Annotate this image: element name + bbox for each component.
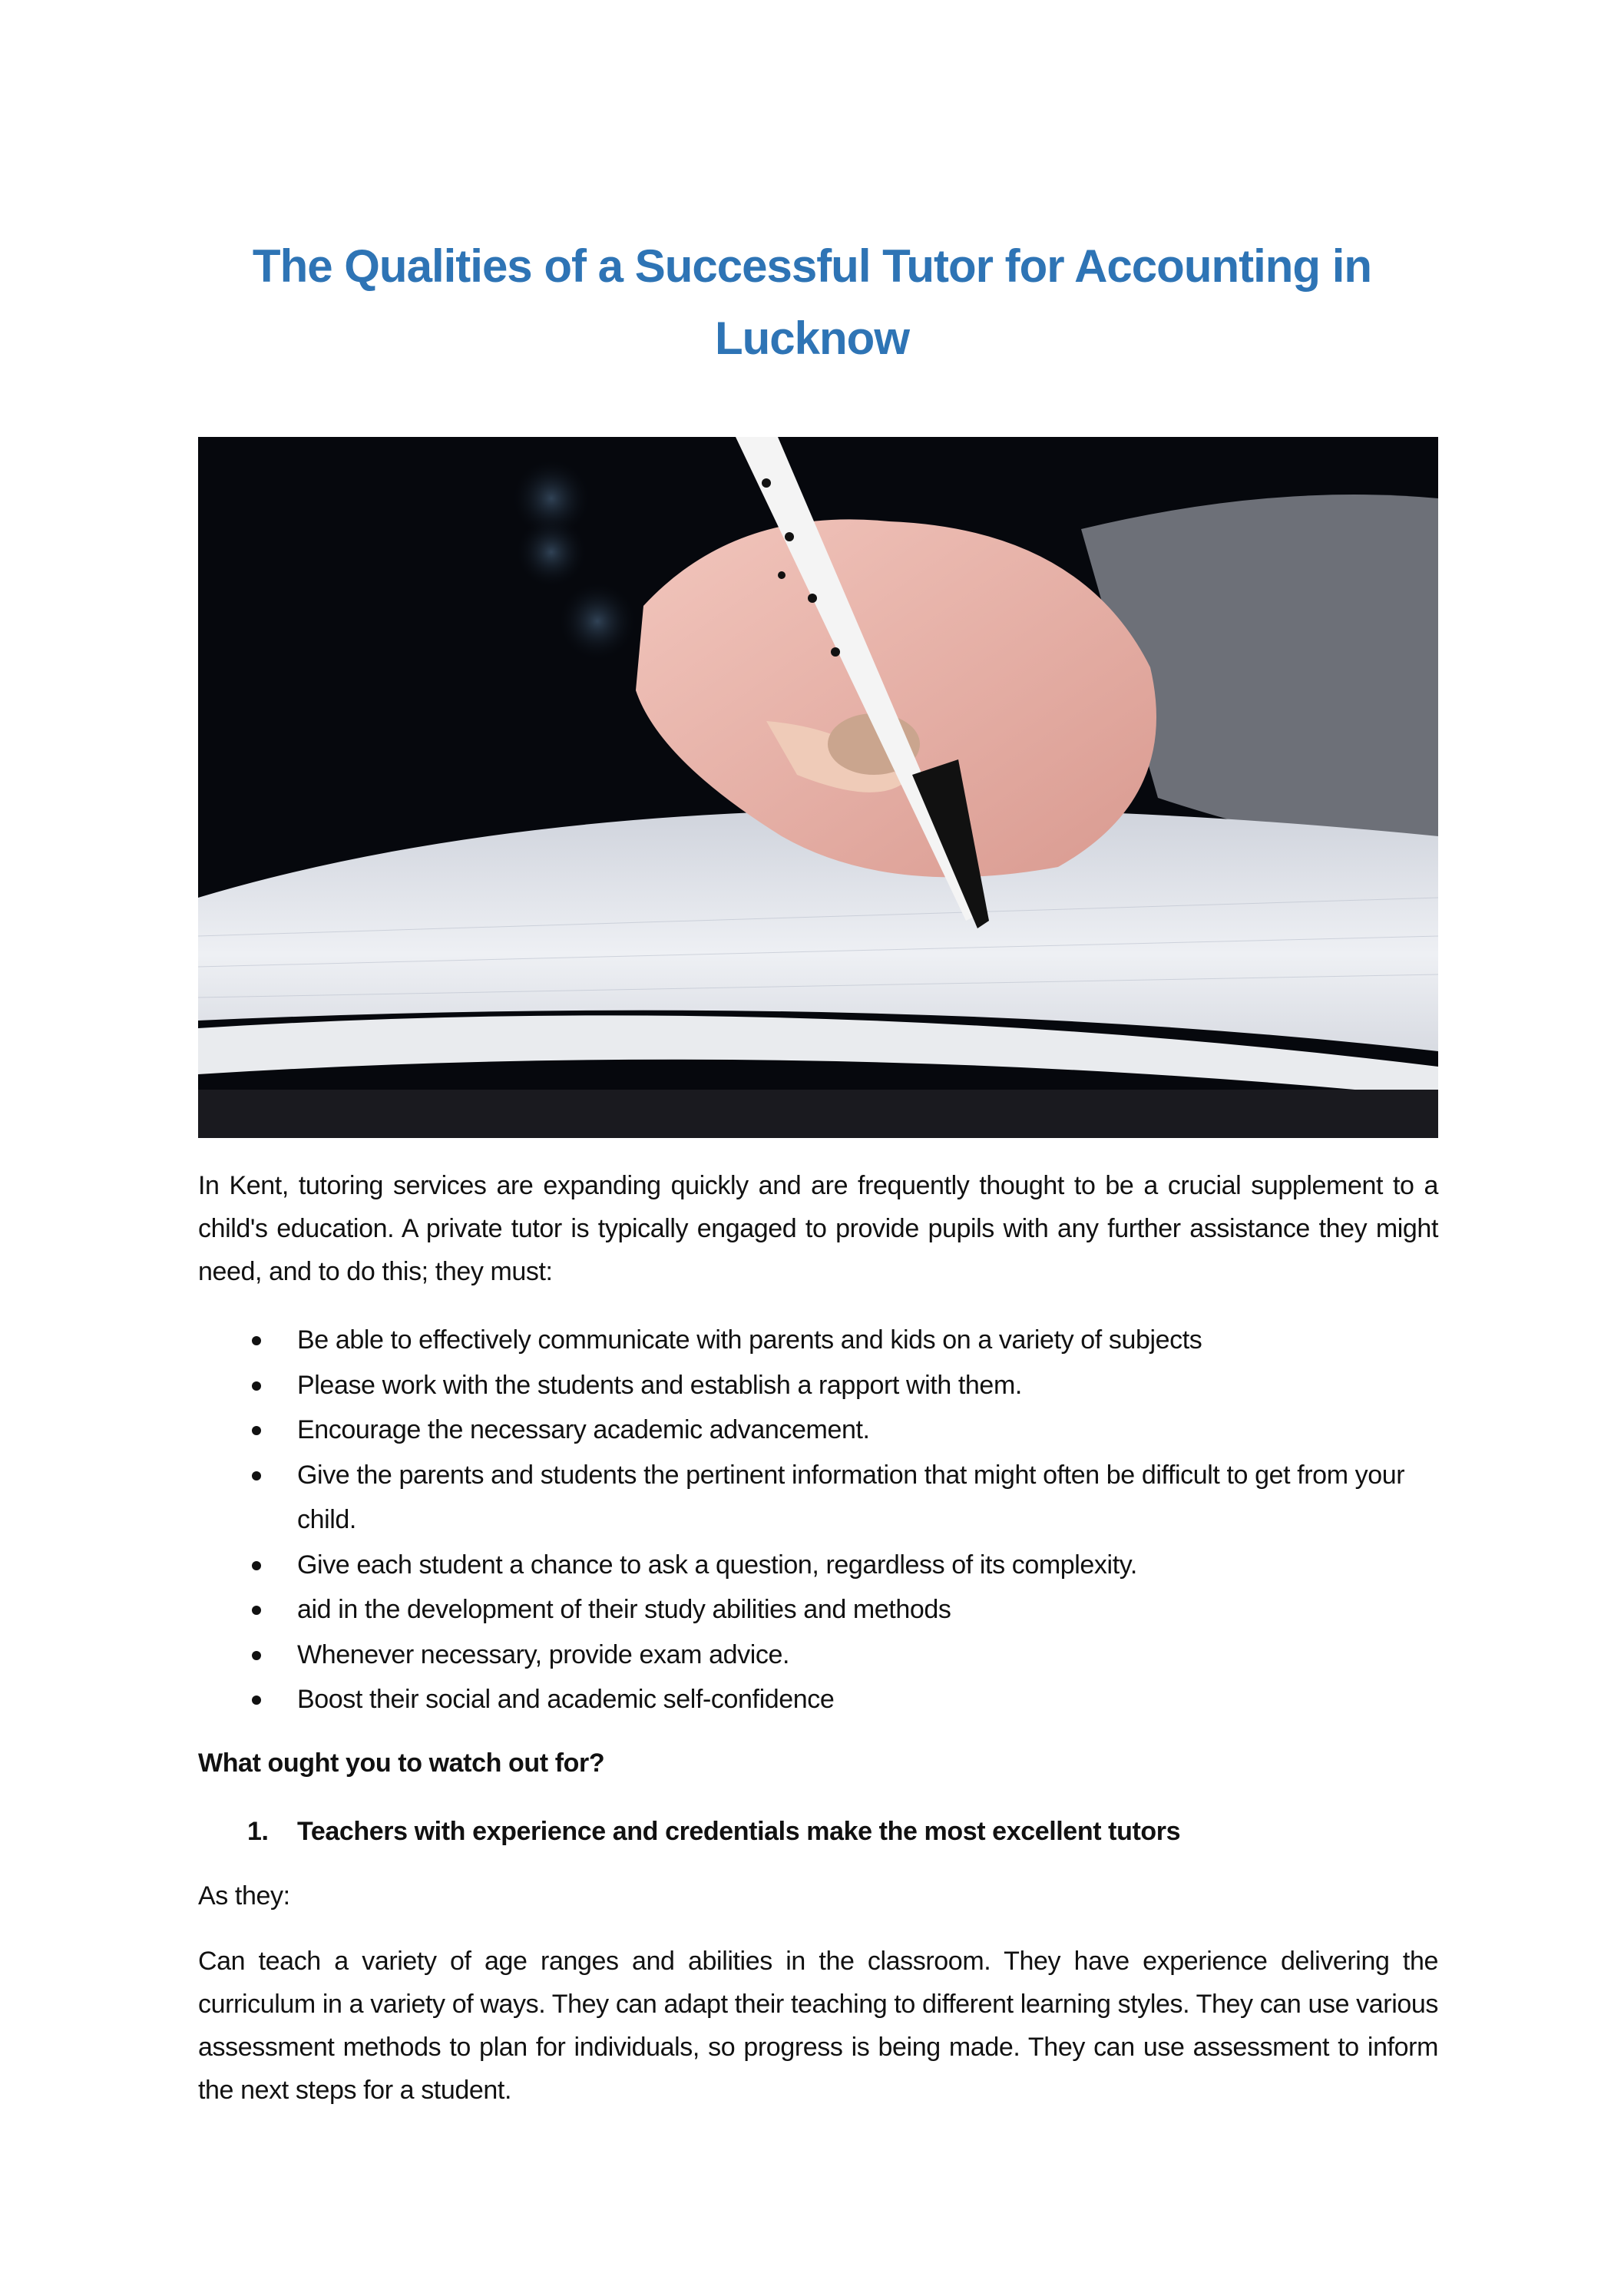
list-item-text: Be able to effectively communicate with parents and kids on a variety of subjects bbox=[297, 1325, 1202, 1355]
closing-paragraph: Can teach a variety of age ranges and abilities in the classroom. They have experience delivering the curriculum in a variety of ways. They can adapt their teaching to different learning styles. They can use various assessment methods to plan for individuals, so progress is being made. They can use assessment to inform the next steps for a student. bbox=[198, 1947, 1438, 2105]
list-item bbox=[198, 1363, 1438, 1408]
intro-paragraph: In Kent, tutoring services are expanding quickly and are frequently thought to be a crucial supplement to a child's education. A private tutor is typically engaged to provide pupils with any further assistance they might need, and to do this; they must: bbox=[198, 1171, 1438, 1286]
list-item-text: Whenever necessary, provide exam advice. bbox=[297, 1639, 790, 1669]
list-item bbox=[198, 1408, 1438, 1453]
list-item bbox=[198, 1318, 1438, 1363]
as-they-label: As they: bbox=[198, 1881, 290, 1911]
qualities-list bbox=[198, 1318, 1438, 1722]
bullet-icon bbox=[252, 1336, 261, 1345]
numbered-item-number: 1. bbox=[247, 1817, 269, 1846]
bullet-icon bbox=[252, 1651, 261, 1660]
numbered-item-text: Teachers with experience and credentials make the most excellent tutors bbox=[297, 1817, 1181, 1846]
list-item-text: Give the parents and students the pertinent information that might often be difficult to get from your child. bbox=[297, 1460, 1405, 1534]
list-item-text: aid in the development of their study abilities and methods bbox=[297, 1595, 951, 1624]
bullet-icon bbox=[252, 1381, 261, 1391]
bullet-icon bbox=[252, 1606, 261, 1615]
list-item bbox=[198, 1633, 1438, 1678]
list-item bbox=[198, 1453, 1438, 1543]
bullet-icon bbox=[252, 1426, 261, 1435]
bullet-icon bbox=[252, 1471, 261, 1480]
photo-hand-writing-with-pen bbox=[198, 437, 1438, 1138]
list-item-text: Please work with the students and establish a rapport with them. bbox=[297, 1370, 1022, 1400]
list-item-text: Boost their social and academic self-confidence bbox=[297, 1685, 835, 1714]
list-item bbox=[198, 1543, 1438, 1588]
bullet-icon bbox=[252, 1696, 261, 1705]
list-item-text: Encourage the necessary academic advancement. bbox=[297, 1415, 870, 1444]
list-item-text: Give each student a chance to ask a question, regardless of its complexity. bbox=[297, 1550, 1137, 1580]
document-title: The Qualities of a Successful Tutor for Accounting in Lucknow bbox=[252, 240, 1372, 364]
list-item bbox=[198, 1677, 1438, 1722]
list-item bbox=[198, 1587, 1438, 1633]
hand-writing-photo bbox=[198, 437, 1438, 1138]
subheading: What ought you to watch out for? bbox=[198, 1748, 605, 1778]
bullet-icon bbox=[252, 1561, 261, 1570]
